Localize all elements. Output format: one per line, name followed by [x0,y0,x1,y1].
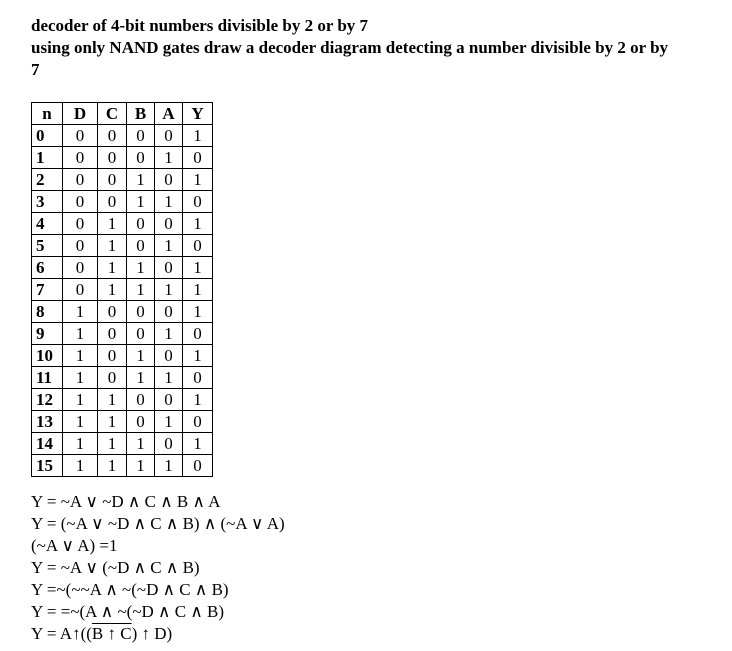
cell-c: 0 [98,191,127,213]
column-header-b: B [127,103,155,125]
truth-table-body [32,125,213,477]
table-row [32,345,213,367]
cell-y: 1 [183,345,213,367]
equation-7 [31,623,285,645]
column-header-d: D [63,103,98,125]
cell-c: 1 [98,455,127,477]
truth-table-header-row [32,103,213,125]
cell-c: 0 [98,323,127,345]
cell-b: 1 [127,455,155,477]
cell-a: 0 [155,345,183,367]
table-row [32,455,213,477]
table-row [32,147,213,169]
equation-5: Y =~(~~A ∧ ~(~D ∧ C ∧ B) [31,580,229,599]
cell-n: 5 [32,235,63,257]
equation-2: Y = (~A ∨ ~D ∧ C ∧ B) ∧ (~A ∨ A) [31,514,285,533]
equation-7-negated-term: B ↑ C [91,624,132,643]
table-row [32,235,213,257]
cell-y: 0 [183,191,213,213]
cell-n: 6 [32,257,63,279]
cell-c: 0 [98,169,127,191]
column-header-n: n [32,103,63,125]
cell-y: 1 [183,279,213,301]
cell-y: 1 [183,389,213,411]
cell-c: 1 [98,433,127,455]
cell-b: 1 [127,345,155,367]
cell-d: 0 [63,257,98,279]
cell-b: 1 [127,169,155,191]
cell-y: 1 [183,257,213,279]
cell-n: 9 [32,323,63,345]
cell-a: 0 [155,125,183,147]
cell-c: 0 [98,125,127,147]
document-title: decoder of 4-bit numbers divisible by 2 or by 7 [31,16,369,35]
cell-c: 0 [98,301,127,323]
cell-a: 1 [155,455,183,477]
cell-y: 0 [183,323,213,345]
equation-4: Y = ~A ∨ (~D ∧ C ∧ B) [31,558,200,577]
cell-a: 1 [155,367,183,389]
cell-y: 1 [183,213,213,235]
cell-d: 1 [63,433,98,455]
cell-n: 11 [32,367,63,389]
table-row [32,433,213,455]
cell-d: 1 [63,301,98,323]
table-row [32,279,213,301]
cell-n: 1 [32,147,63,169]
cell-a: 1 [155,279,183,301]
cell-c: 1 [98,257,127,279]
cell-b: 0 [127,235,155,257]
cell-n: 14 [32,433,63,455]
column-header-y: Y [183,103,213,125]
cell-d: 0 [63,147,98,169]
cell-a: 0 [155,257,183,279]
equation-7-prefix: Y = A↑(( [31,624,92,643]
cell-n: 15 [32,455,63,477]
cell-d: 0 [63,213,98,235]
cell-a: 1 [155,235,183,257]
cell-n: 12 [32,389,63,411]
table-row [32,301,213,323]
cell-d: 0 [63,279,98,301]
cell-n: 10 [32,345,63,367]
cell-b: 0 [127,389,155,411]
cell-d: 1 [63,367,98,389]
cell-d: 0 [63,191,98,213]
cell-d: 1 [63,323,98,345]
cell-c: 0 [98,147,127,169]
cell-a: 1 [155,411,183,433]
cell-b: 0 [127,323,155,345]
cell-b: 0 [127,147,155,169]
cell-n: 8 [32,301,63,323]
task-statement-line-2: 7 [31,60,40,79]
cell-y: 1 [183,169,213,191]
cell-a: 0 [155,433,183,455]
table-row [32,169,213,191]
cell-y: 1 [183,433,213,455]
cell-y: 1 [183,125,213,147]
cell-y: 0 [183,455,213,477]
table-row [32,191,213,213]
cell-d: 1 [63,389,98,411]
cell-c: 0 [98,345,127,367]
table-row [32,389,213,411]
cell-b: 1 [127,191,155,213]
cell-y: 0 [183,147,213,169]
cell-y: 0 [183,411,213,433]
equation-1: Y = ~A ∨ ~D ∧ C ∧ B ∧ A [31,492,221,511]
cell-n: 0 [32,125,63,147]
cell-b: 0 [127,125,155,147]
equation-3: (~A ∨ A) =1 [31,536,118,555]
table-row [32,367,213,389]
table-row [32,323,213,345]
table-row [32,213,213,235]
cell-a: 0 [155,213,183,235]
cell-n: 2 [32,169,63,191]
cell-n: 13 [32,411,63,433]
cell-n: 7 [32,279,63,301]
cell-a: 0 [155,389,183,411]
cell-d: 0 [63,169,98,191]
cell-a: 0 [155,301,183,323]
cell-a: 1 [155,323,183,345]
cell-b: 1 [127,367,155,389]
column-header-a: A [155,103,183,125]
cell-b: 1 [127,257,155,279]
cell-b: 1 [127,433,155,455]
cell-n: 4 [32,213,63,235]
table-row [32,125,213,147]
cell-n: 3 [32,191,63,213]
cell-y: 1 [183,301,213,323]
equation-6: Y = =~(A ∧ ~(~D ∧ C ∧ B) [31,602,225,621]
task-statement-line-1: using only NAND gates draw a decoder diagram detecting a number divisible by 2 or by [31,38,669,57]
cell-y: 0 [183,235,213,257]
cell-c: 0 [98,367,127,389]
truth-table [31,102,213,477]
cell-d: 0 [63,125,98,147]
cell-c: 1 [98,411,127,433]
cell-a: 0 [155,169,183,191]
cell-c: 1 [98,389,127,411]
cell-b: 1 [127,279,155,301]
cell-c: 1 [98,279,127,301]
derivation [31,491,285,645]
cell-d: 1 [63,455,98,477]
column-header-c: C [98,103,127,125]
cell-c: 1 [98,235,127,257]
cell-b: 0 [127,301,155,323]
cell-c: 1 [98,213,127,235]
equation-7-suffix: ) ↑ D) [131,624,173,643]
table-row [32,411,213,433]
cell-b: 0 [127,411,155,433]
cell-a: 1 [155,191,183,213]
cell-a: 1 [155,147,183,169]
cell-b: 0 [127,213,155,235]
cell-d: 0 [63,235,98,257]
table-row [32,257,213,279]
cell-d: 1 [63,411,98,433]
cell-y: 0 [183,367,213,389]
cell-d: 1 [63,345,98,367]
